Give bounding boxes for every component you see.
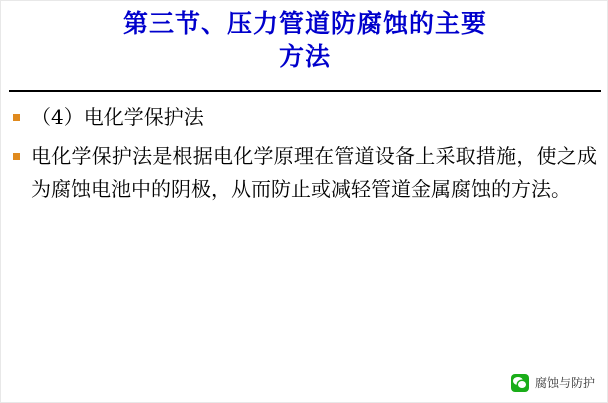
title-divider	[9, 90, 601, 92]
list-item-text: 电化学保护法是根据电化学原理在管道设备上采取措施，使之成为腐蚀电池中的阴极，从而防止或减轻管道金属腐蚀的方法。	[31, 144, 597, 201]
square-bullet-icon	[13, 153, 20, 160]
slide-body	[13, 101, 597, 212]
footer-watermark-label: 腐蚀与防护	[534, 376, 595, 390]
list-item-text: （4）电化学保护法	[31, 105, 204, 129]
list-item	[13, 140, 597, 206]
square-bullet-icon	[13, 114, 20, 121]
list-item	[13, 101, 597, 134]
wechat-icon	[511, 374, 529, 392]
footer-watermark	[511, 374, 595, 392]
slide-title	[1, 1, 608, 73]
slide-title-line-1: 第三节、压力管道防腐蚀的主要	[122, 9, 487, 38]
slide-title-line-2: 方法	[278, 42, 331, 71]
